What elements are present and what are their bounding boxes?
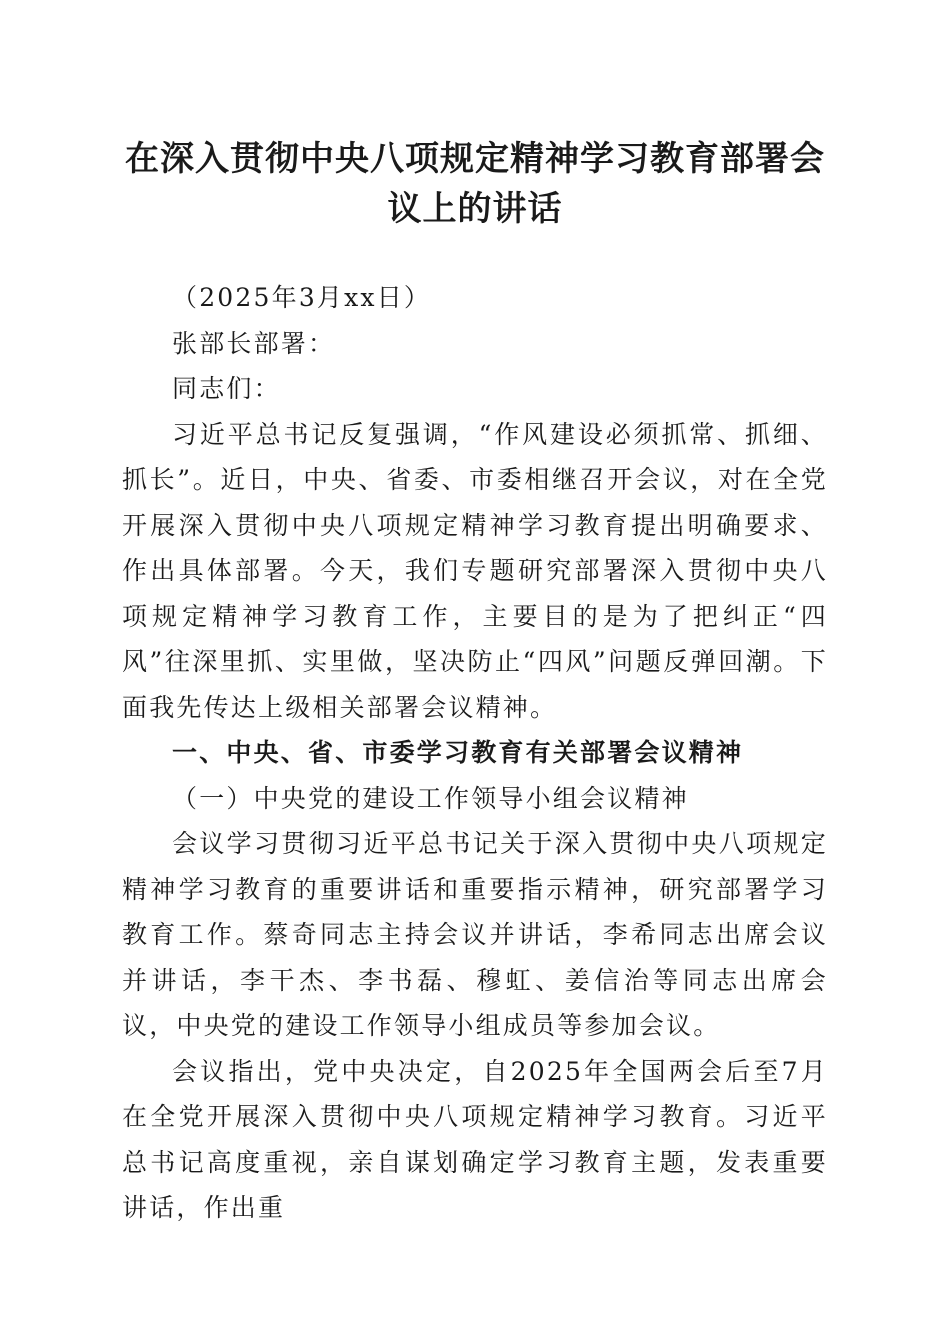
document-body xyxy=(122,275,828,1231)
salutation: 同志们： xyxy=(172,374,281,403)
deployer-line: 张部长部署： xyxy=(172,328,336,358)
body-paragraph-1: 会议学习贯彻习近平总书记关于深入贯彻中央八项规定精神学习教育的重要讲话和重要指示精神，研究部署学习教育工作。蔡奇同志主持会议并讲话，李希同志出席会议并讲话，李干杰、李书磊、穆虹、姜信治等同志出席会议，中央党的建设工作领导小组成员等参加会议。 xyxy=(122,829,828,1040)
section-heading-1: 一、中央、省、市委学习教育有关部署会议精神 xyxy=(172,738,744,767)
body-paragraph-2: 会议指出，党中央决定，自2025年全国两会后至7月在全党开展深入贯彻中央八项规定精神学习教育。习近平总书记高度重视，亲自谋划确定学习教育主题，发表重要讲话，作出重 xyxy=(122,1056,828,1222)
intro-paragraph: 习近平总书记反复强调，“作风建设必须抓常、抓细、抓长”。近日，中央、省委、市委相继召开会议，对在全党开展深入贯彻中央八项规定精神学习教育提出明确要求、作出具体部署。今天，我们专题研究部署深入贯彻中央八项规定精神学习教育工作，主要目的是为了把纠正“四风”往深里抓、实里做，坚决防止“四风”问题反弹回潮。下面我先传达上级相关部署会议精神。 xyxy=(122,419,828,722)
speech-date: （2025年3月xx日） xyxy=(172,283,432,312)
subsection-heading-1: （一）中央党的建设工作领导小组会议精神 xyxy=(172,783,689,813)
document-title: 在深入贯彻中央八项规定精神学习教育部署会议上的讲话 xyxy=(125,139,825,229)
